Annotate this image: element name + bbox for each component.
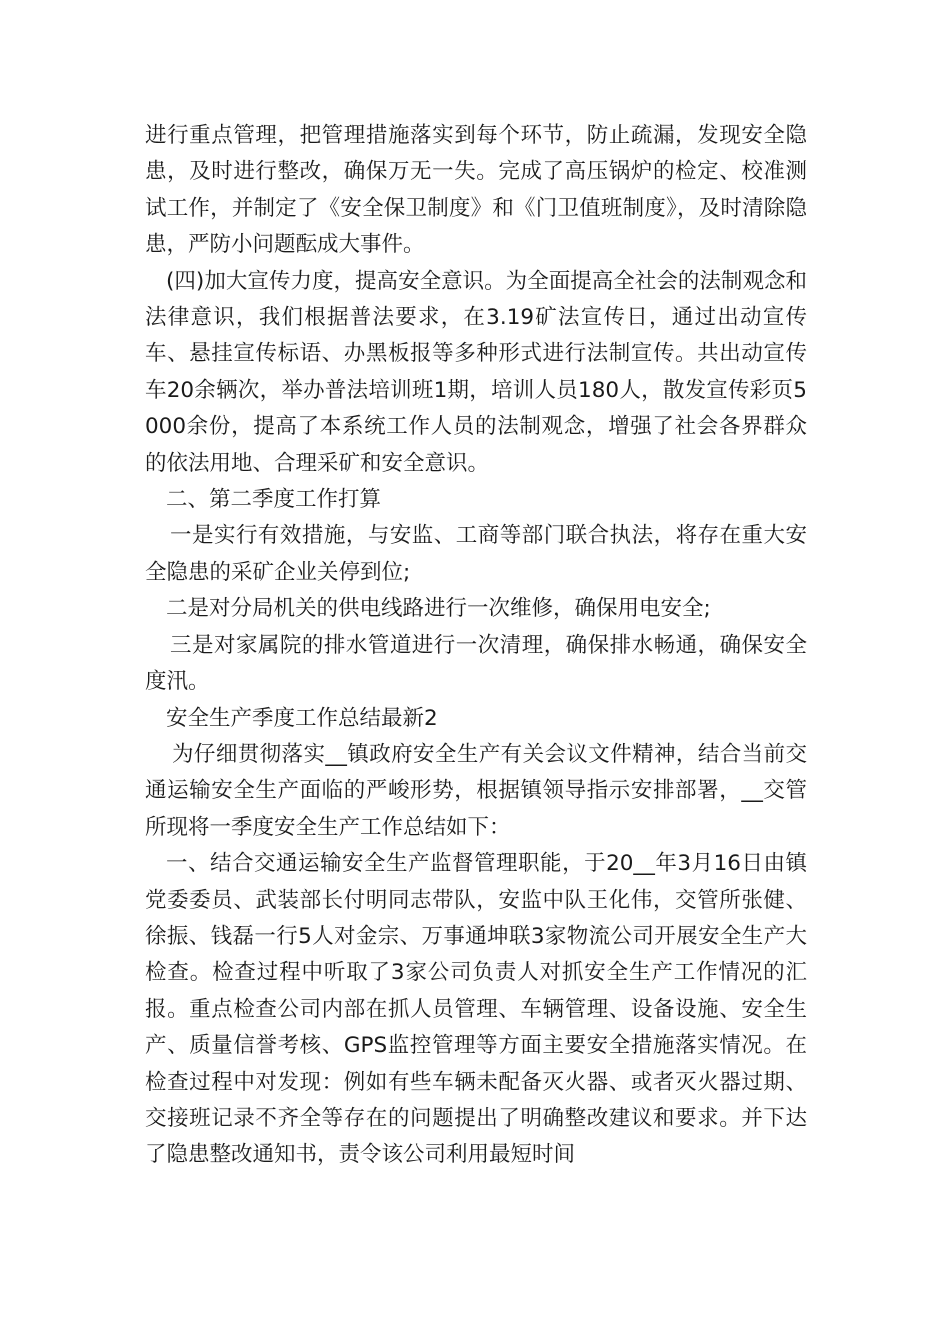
paragraph-inspection: 一、结合交通运输安全生产监督管理职能，于20__年3月16日由镇党委委员、武装部长付明同志带队，安监中队王化伟，交管所张健、徐振、钱磊一行5人对金宗、万事通坤联3家物流公司开展安全生产大检查。检查过程中听取了3家公司负责人对抓安全生产工作情况的汇报。重点检查公司内部在抓人员管理、车辆管理、设备设施、安全生产、质量信誉考核、GPS监控管理等方面主要安全措施落实情况。在检查过程中对发现：例如有些车辆未配备灭火器、或者灭火器过期、交接班记录不齐全等存在的问题提出了明确整改建议和要求。并下达了隐患整改通知书，责令该公司利用最短时间 <box>145 851 807 1168</box>
document-title-2: 安全生产季度工作总结最新2 <box>166 705 438 731</box>
document-body <box>145 118 807 1174</box>
paragraph-continuation: 进行重点管理，把管理措施落实到每个环节，防止疏漏，发现安全隐患，及时进行整改，确保万无一失。完成了高压锅炉的检定、校准测试工作，并制定了《安全保卫制度》和《门卫值班制度》，及时清除隐患，严防小问题酝成大事件。 <box>145 123 807 258</box>
list-item-2: 二是对分局机关的供电线路进行一次维修，确保用电安全; <box>166 596 711 622</box>
list-item-1: 一是实行有效措施，与安监、工商等部门联合执法，将存在重大安全隐患的采矿企业关停到位; <box>145 523 807 585</box>
section-heading-q2-plan: 二、第二季度工作打算 <box>166 487 382 513</box>
list-item-3: 三是对家属院的排水管道进行一次清理，确保排水畅通，确保安全度汛。 <box>145 632 807 695</box>
paragraph-intro: 为仔细贯彻落实__镇政府安全生产有关会议文件精神，结合当前交通运输安全生产面临的严峻形势，根据镇领导指示安排部署，__交管所现将一季度安全生产工作总结如下： <box>145 741 807 840</box>
paragraph-publicity: (四)加大宣传力度，提高安全意识。为全面提高全社会的法制观念和法律意识，我们根据普法要求，在3.19矿法宣传日，通过出动宣传车、悬挂宣传标语、办黑板报等多种形式进行法制宣传。共出动宣传车20余辆次，举办普法培训班1期，培训人员180人，散发宣传彩页5000余份，提高了本系统工作人员的法制观念，增强了社会各界群众的依法用地、合理采矿和安全意识。 <box>145 268 807 476</box>
